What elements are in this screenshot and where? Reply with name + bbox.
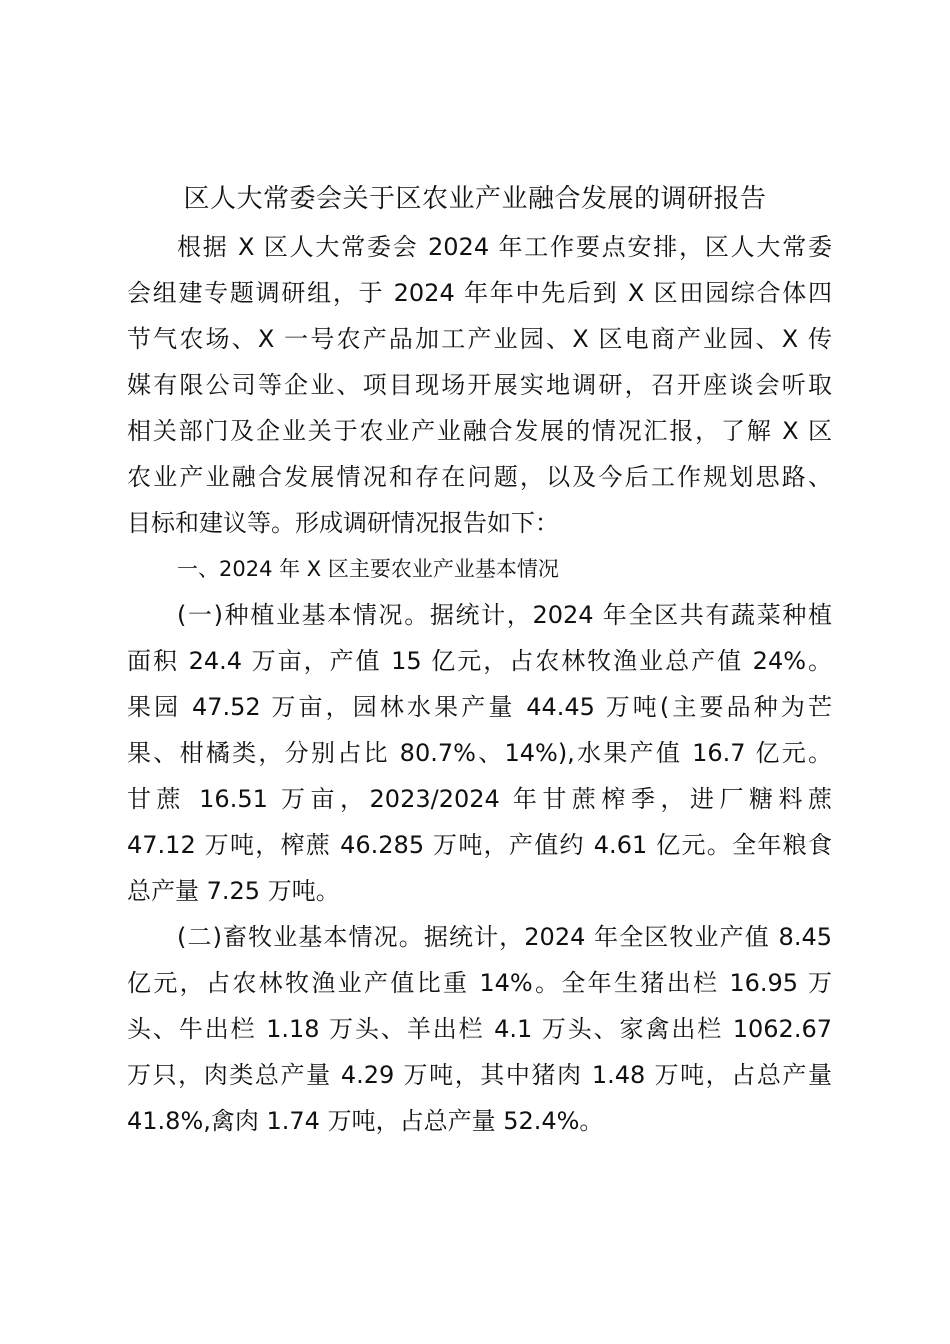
paragraph-planting <box>127 592 832 914</box>
paragraph-intro <box>127 224 832 546</box>
paragraph-line: 目标和建议等。形成调研情况报告如下： <box>127 509 559 537</box>
paragraph-line: 相关部门及企业关于农业产业融合发展的情况汇报，了解 X 区 <box>127 417 832 445</box>
paragraph-line: 会组建专题调研组，于 2024 年年中先后到 X 区田园综合体四 <box>127 279 832 307</box>
section-heading-text: 一、2024 年 X 区主要农业产业基本情况 <box>177 557 559 581</box>
document-body <box>127 224 832 1144</box>
paragraph-line: 甘蔗 16.51 万亩，2023/2024 年甘蔗榨季，进厂糖料蔗 <box>127 785 832 813</box>
paragraph-line: 农业产业融合发展情况和存在问题，以及今后工作规划思路、 <box>127 463 832 491</box>
document-title: 区人大常委会关于区农业产业融合发展的调研报告 <box>183 184 767 214</box>
paragraph-line: 41.8%,禽肉 1.74 万吨，占总产量 52.4%。 <box>127 1107 604 1135</box>
paragraph-line: 果、柑橘类，分别占比 80.7%、14%),水果产值 16.7 亿元。 <box>127 739 832 767</box>
section-heading <box>127 546 832 592</box>
paragraph-line: (一)种植业基本情况。据统计，2024 年全区共有蔬菜种植 <box>177 601 832 629</box>
paragraph-line: 媒有限公司等企业、项目现场开展实地调研，召开座谈会听取 <box>127 371 832 399</box>
paragraph-line: 头、牛出栏 1.18 万头、羊出栏 4.1 万头、家禽出栏 1062.67 <box>127 1015 832 1043</box>
paragraph-line: 果园 47.52 万亩，园林水果产量 44.45 万吨(主要品种为芒 <box>127 693 832 721</box>
paragraph-line: 万只，肉类总产量 4.29 万吨，其中猪肉 1.48 万吨，占总产量 <box>127 1061 832 1089</box>
paragraph-livestock <box>127 914 832 1144</box>
paragraph-line: 根据 X 区人大常委会 2024 年工作要点安排，区人大常委 <box>177 233 832 261</box>
paragraph-line: 47.12 万吨，榨蔗 46.285 万吨，产值约 4.61 亿元。全年粮食 <box>127 831 832 859</box>
paragraph-line: 总产量 7.25 万吨。 <box>127 877 340 905</box>
paragraph-line: 面积 24.4 万亩，产值 15 亿元，占农林牧渔业总产值 24%。 <box>127 647 832 675</box>
paragraph-line: 亿元，占农林牧渔业产值比重 14%。全年生猪出栏 16.95 万 <box>127 969 832 997</box>
paragraph-line: (二)畜牧业基本情况。据统计，2024 年全区牧业产值 8.45 <box>177 923 832 951</box>
paragraph-line: 节气农场、X 一号农产品加工产业园、X 区电商产业园、X 传 <box>127 325 832 353</box>
